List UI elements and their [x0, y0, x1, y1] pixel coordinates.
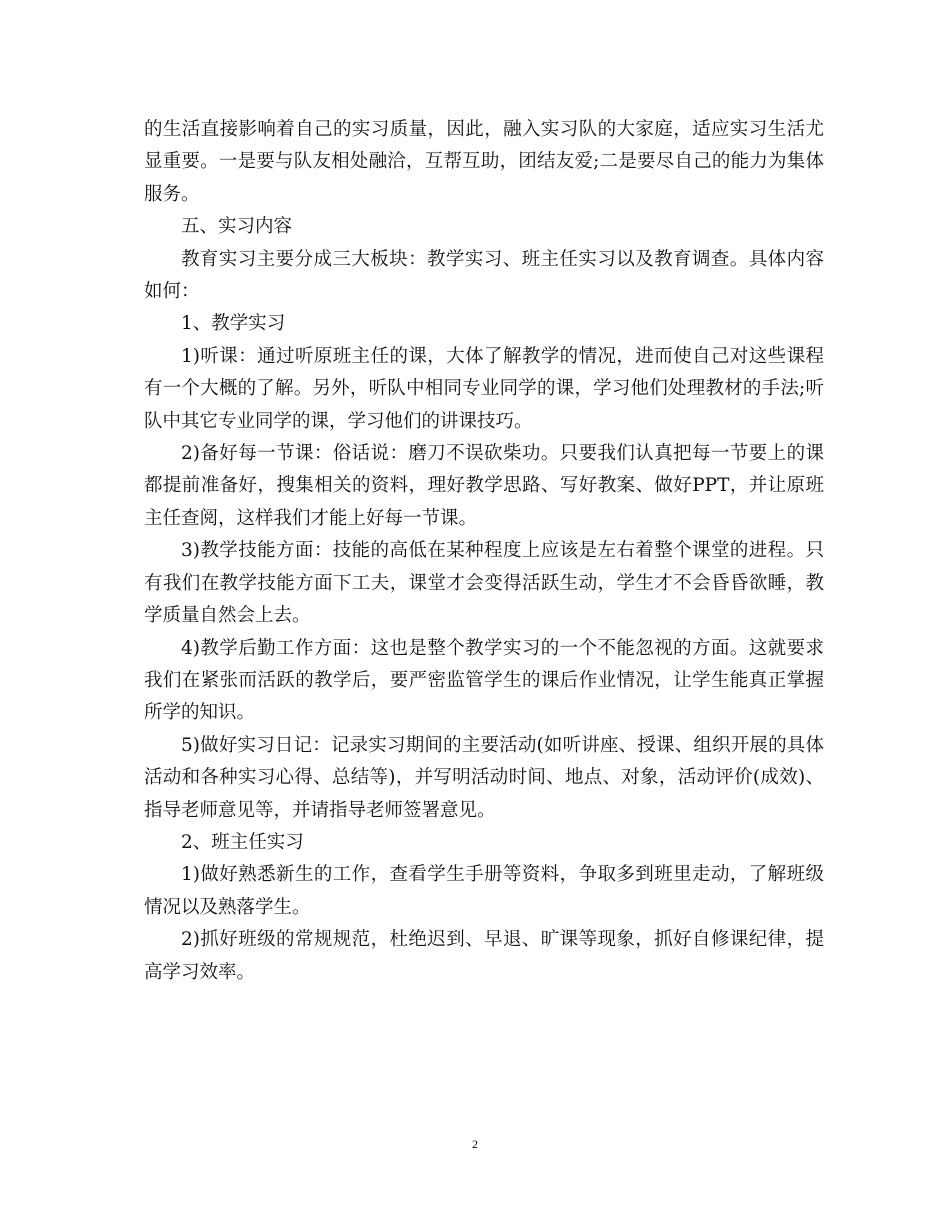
- paragraph: 1)做好熟悉新生的工作，查看学生手册等资料，争取多到班里走动，了解班级情况以及熟落学生。: [144, 864, 824, 918]
- paragraph: 的生活直接影响着自己的实习质量，因此，融入实习队的大家庭，适应实习生活尤显重要。一是要与队友相处融洽，互帮互助，团结友爱;二是要尽自己的能力为集体服务。: [144, 119, 824, 205]
- subsection-heading: 2、班主任实习: [181, 831, 304, 853]
- section-heading: 五、实习内容: [181, 216, 293, 238]
- paragraph: 3)教学技能方面：技能的高低在某种程度上应该是左右着整个课堂的进程。只有我们在教学技能方面下工夫，课堂才会变得活跃生动，学生才不会昏昏欲睡，教学质量自然会上去。: [144, 540, 824, 627]
- paragraph: 4)教学后勤工作方面：这也是整个教学实习的一个不能忽视的方面。这就要求我们在紧张而活跃的教学后，要严密监管学生的课后作业情况，让学生能真正掌握所学的知识。: [144, 637, 824, 724]
- paragraph: 教育实习主要分成三大板块：教学实习、班主任实习以及教育调查。具体内容如何：: [144, 248, 824, 303]
- paragraph: 2)备好每一节课：俗话说：磨刀不误砍柴功。只要我们认真把每一节要上的课都提前准备好，搜集相关的资料，理好教学思路、写好教案、做好PPT，并让原班主任查阅，这样我们才能上好每一节课。: [144, 443, 824, 529]
- page-number: 2: [472, 1137, 478, 1151]
- body-text: [144, 114, 824, 989]
- subsection-heading: 1、教学实习: [181, 313, 286, 335]
- paragraph: 5)做好实习日记：记录实习期间的主要活动(如听讲座、授课、组织开展的具体活动和各种实习心得、总结等)，并写明活动时间、地点、对象，活动评价(成效)、指导老师意见等，并请指导老师签署意见。: [144, 734, 824, 821]
- paragraph: 1)听课：通过听原班主任的课，大体了解教学的情况，进而使自己对这些课程有一个大概的了解。另外，听队中相同专业同学的课，学习他们处理教材的手法;听队中其它专业同学的课，学习他们的讲课技巧。: [144, 345, 824, 432]
- paragraph: 2)抓好班级的常规规范，杜绝迟到、早退、旷课等现象，抓好自修课纪律，提高学习效率。: [144, 929, 824, 983]
